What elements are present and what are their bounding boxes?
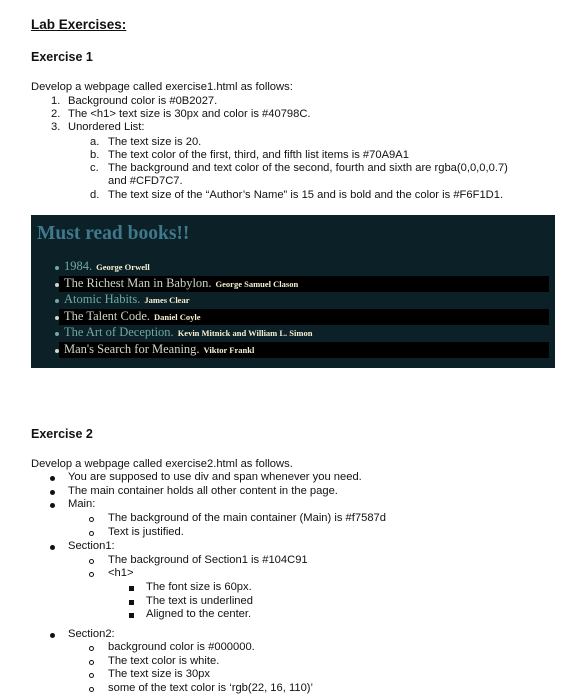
book-title: Man's Search for Meaning. [64,342,200,356]
book-item [59,309,549,325]
square-bullet-icon [129,586,134,591]
square-bullet-icon [129,600,134,605]
list-item: The text color is white. [108,655,220,667]
circle-bullet-icon [89,660,94,665]
demo-heading: Must read books!! [37,223,190,244]
bullet-icon [50,545,55,550]
list-marker: d. [90,189,100,201]
list-item: The background of the main container (Main) is #f7587d [108,512,386,524]
book-item [59,292,549,308]
book-author: Kevin Mitnick and William L. Simon [177,328,313,338]
bullet-icon [50,476,55,481]
list-item: <h1> [108,567,134,579]
list-item: The background of Section1 is #104C91 [108,554,308,566]
list-marker: 3. [51,121,61,133]
list-marker: 1. [51,95,61,107]
list-item: The text is underlined [146,595,253,607]
book-title: The Talent Code. [64,309,151,323]
list-item: Unordered List: [68,121,145,133]
book-author: James Clear [144,295,190,305]
list-item: The background and text color of the second, fourth and sixth are rgba(0,0,0,0.7) [108,162,508,174]
list-item: Main: [68,498,96,510]
exercise1-intro: Develop a webpage called exercise1.html as follows: [31,81,293,93]
bullet-icon [50,490,55,495]
demo-output-panel [31,215,555,368]
list-marker: a. [90,136,100,148]
book-item [59,276,549,292]
list-item: background color is #000000. [108,641,255,653]
book-item [59,325,549,341]
circle-bullet-icon [89,687,94,692]
book-author: George Samuel Clason [215,279,299,289]
list-item: The font size is 60px. [146,581,252,593]
book-item [59,259,549,275]
list-item: The main container holds all other content in the page. [68,485,338,497]
book-title: The Richest Man in Babylon. [64,276,212,290]
list-marker: 2. [51,108,61,120]
bullet-icon [50,633,55,638]
exercise1-heading: Exercise 1 [31,50,93,64]
square-bullet-icon [129,613,134,618]
page-title: Lab Exercises: [31,17,127,32]
book-title: 1984. [64,259,93,273]
book-author: Daniel Coyle [154,312,201,322]
list-item: some of the text color is ‘rgb(22, 16, 110)’ [108,682,313,694]
book-title: The Art of Deception. [64,325,174,339]
circle-bullet-icon [89,673,94,678]
list-item: Background color is #0B2027. [68,95,218,107]
list-item: The <h1> text size is 30px and color is #40798C. [68,108,311,120]
list-item: The text size is 20. [108,136,202,148]
circle-bullet-icon [89,559,94,564]
circle-bullet-icon [89,531,94,536]
list-item: Text is justified. [108,526,184,538]
circle-bullet-icon [89,646,94,651]
circle-bullet-icon [89,517,94,522]
book-item [59,342,549,358]
list-item: Aligned to the center. [146,608,252,620]
list-item: The text size is 30px [108,668,210,680]
book-title: Atomic Habits. [64,292,141,306]
list-marker: c. [90,162,99,174]
book-author: George Orwell [96,262,150,272]
list-item: Section2: [68,628,115,640]
list-item: Section1: [68,540,115,552]
list-marker: b. [90,149,100,161]
bullet-icon [50,503,55,508]
list-item-continuation: and #CFD7C7. [108,175,183,187]
list-item: The text size of the “Author’s Name” is 15 and is bold and the color is #F6F1D1. [108,189,504,201]
list-item: The text color of the first, third, and fifth list items is #70A9A1 [108,149,409,161]
list-item: You are supposed to use div and span whenever you need. [68,471,362,483]
exercise2-intro: Develop a webpage called exercise2.html as follows. [31,458,293,470]
book-author: Viktor Frankl [203,345,255,355]
exercise2-heading: Exercise 2 [31,427,93,441]
circle-bullet-icon [89,572,94,577]
